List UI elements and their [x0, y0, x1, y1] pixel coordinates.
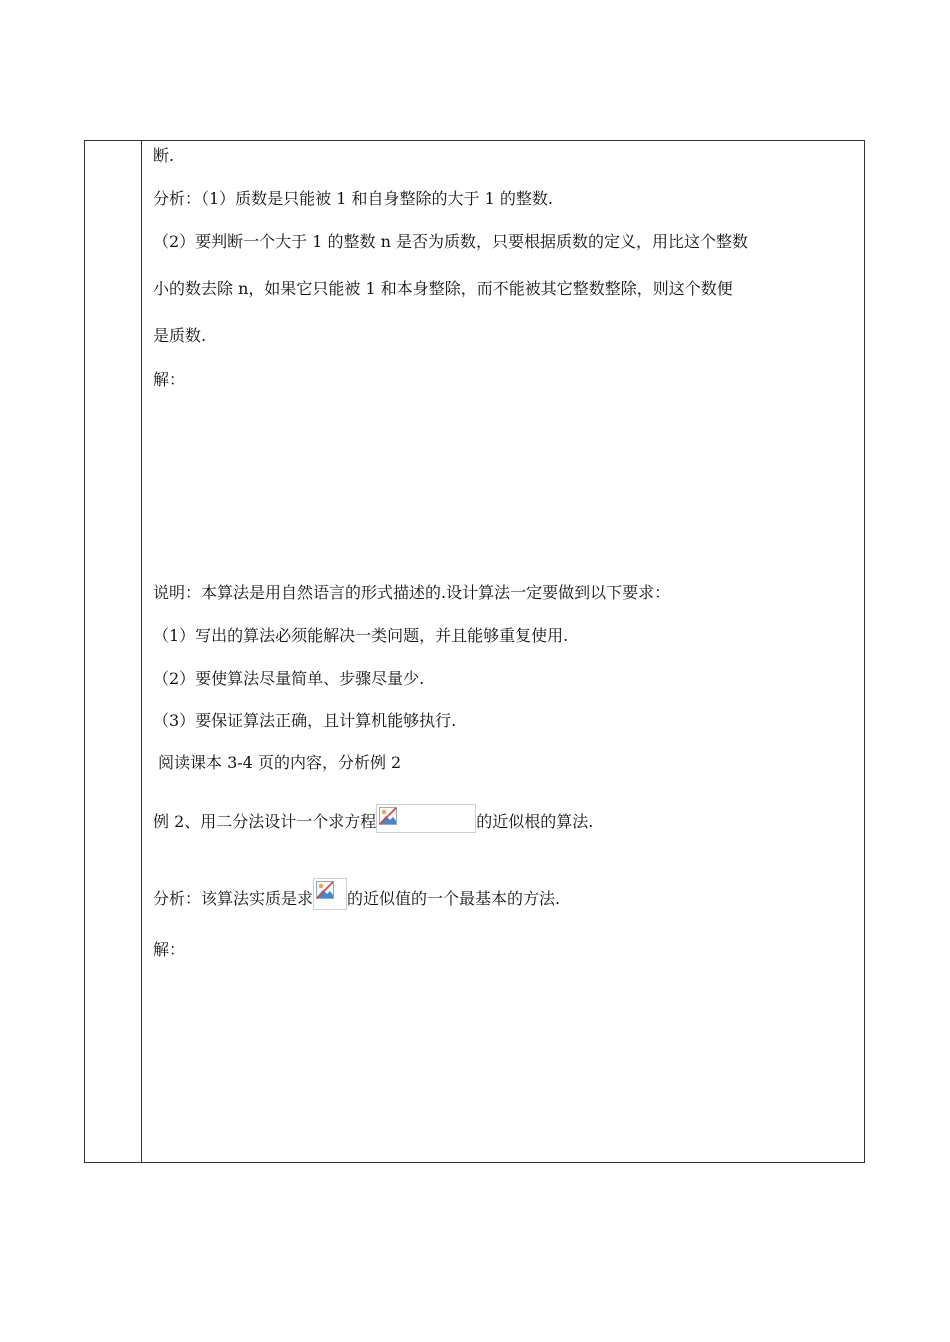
equation-image: [376, 804, 476, 833]
left-column: [85, 141, 142, 1162]
broken-image-icon: [379, 807, 397, 825]
requirement-1: （1）写出的算法必须能解决一类问题，并且能够重复使用.: [153, 626, 569, 645]
example-2-analysis: [153, 878, 560, 910]
analysis-line-4: 是质数.: [153, 326, 207, 345]
note-line: 说明：本算法是用自然语言的形式描述的.设计算法一定要做到以下要求：: [153, 583, 671, 602]
requirement-2: （2）要使算法尽量简单、步骤尽量少.: [153, 669, 425, 688]
solution-label-1: 解：: [153, 370, 186, 389]
broken-image-icon: [316, 881, 334, 899]
analysis-text-after: 的近似值的一个最基本的方法.: [347, 889, 561, 908]
reading-instruction: 阅读课本 3-4 页的内容，分析例 2: [158, 753, 402, 772]
root-image: [313, 878, 347, 910]
example-2-text-after: 的近似根的算法.: [476, 812, 594, 831]
analysis-line-2: （2）要判断一个大于 1 的整数 n 是否为质数，只要根据质数的定义，用比这个整数: [153, 232, 749, 251]
analysis-text-before: 分析：该算法实质是求: [153, 889, 314, 908]
example-2-line: [153, 804, 593, 833]
text-line-1: 断.: [153, 146, 175, 165]
requirement-3: （3）要保证算法正确，且计算机能够执行.: [153, 711, 457, 730]
analysis-line-3: 小的数去除 n，如果它只能被 1 和本身整除，而不能被其它整数整除，则这个数便: [153, 279, 733, 298]
solution-label-2: 解：: [153, 940, 186, 959]
example-2-text-before: 例 2、用二分法设计一个求方程: [153, 812, 377, 831]
analysis-line-1: 分析：（1）质数是只能被 1 和自身整除的大于 1 的整数.: [153, 189, 553, 208]
